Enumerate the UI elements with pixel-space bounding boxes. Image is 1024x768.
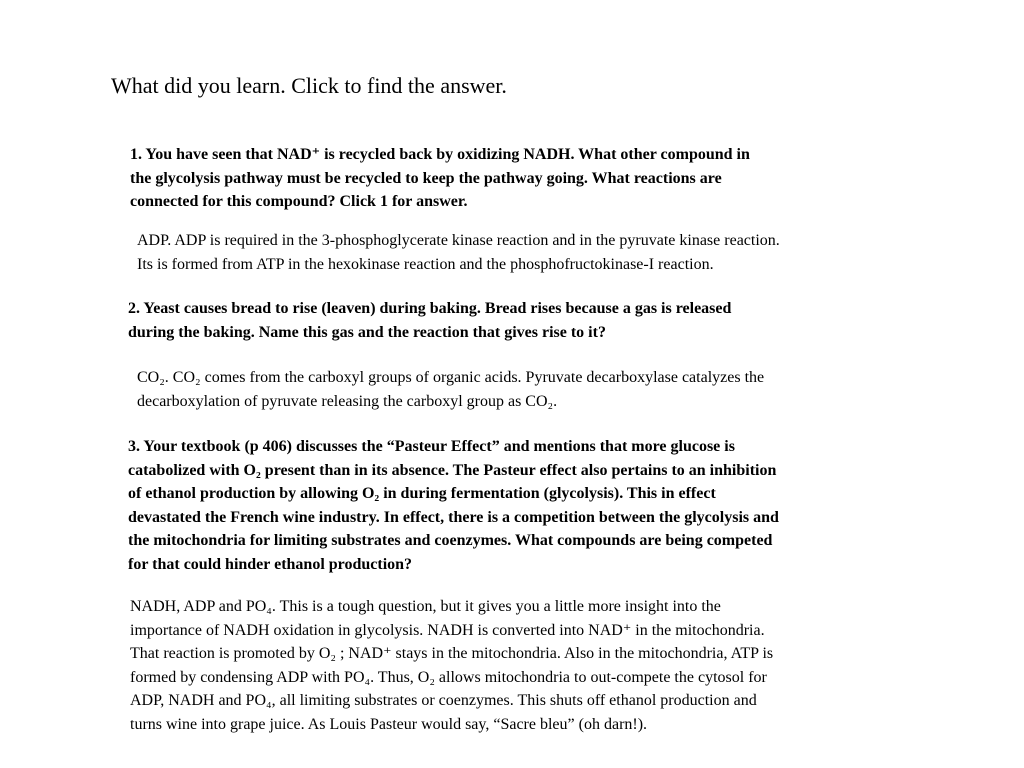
answer-3-line: importance of NADH oxidation in glycolysis. NADH is converted into NAD⁺ in the mitochondria. — [130, 621, 765, 639]
question-1-line: 1. You have seen that NAD⁺ is recycled back by oxidizing NADH. What other compound in — [130, 146, 750, 163]
question-2-line: 2. Yeast causes bread to rise (leaven) during baking. Bread rises because a gas is released — [128, 300, 732, 317]
question-1[interactable] — [130, 143, 750, 214]
answer-1-line: ADP. ADP is required in the 3-phosphoglycerate kinase reaction and in the pyruvate kinase reaction. — [137, 232, 780, 249]
answer-1-line: Its is formed from ATP in the hexokinase reaction and the phosphofructokinase-I reaction. — [137, 255, 714, 273]
answer-3 — [130, 595, 773, 737]
answer-2-line: decarboxylation of pyruvate releasing the carboxyl group as CO₂. — [137, 392, 558, 410]
answer-3-line: turns wine into grape juice. As Louis Pasteur would say, “Sacre bleu” (oh darn!). — [130, 715, 648, 733]
answer-3-line: ADP, NADH and PO₄, all limiting substrates or coenzymes. This shuts off ethanol production and — [130, 692, 757, 710]
question-3[interactable] — [128, 435, 779, 577]
answer-1 — [137, 229, 780, 276]
question-2[interactable] — [128, 297, 731, 344]
question-3-line: of ethanol production by allowing O₂ in during fermentation (glycolysis). This in effect — [128, 485, 716, 503]
question-1-line: connected for this compound? Click 1 for answer. — [130, 193, 468, 211]
question-3-line: devastated the French wine industry. In effect, there is a competition between the glycolysis and — [128, 508, 779, 526]
answer-2-line: CO₂. CO₂ comes from the carboxyl groups of organic acids. Pyruvate decarboxylase catalyzes the — [137, 369, 765, 386]
question-3-line: 3. Your textbook (p 406) discusses the “Pasteur Effect” and mentions that more glucose is — [128, 438, 735, 455]
answer-3-line: NADH, ADP and PO₄. This is a tough question, but it gives you a little more insight into the — [130, 598, 721, 615]
question-1-line: the glycolysis pathway must be recycled to keep the pathway going. What reactions are — [130, 169, 722, 187]
answer-3-line: formed by condensing ADP with PO₄. Thus, O₂ allows mitochondria to out-compete the cytosol for — [130, 668, 767, 686]
question-3-line: for that could hinder ethanol production? — [128, 555, 413, 573]
question-3-line: catabolized with O₂ present than in its absence. The Pasteur effect also pertains to an inhibition — [128, 461, 777, 479]
answer-2 — [137, 366, 764, 413]
slide-title: What did you learn. Click to find the answer. — [111, 73, 507, 98]
question-2-line: during the baking. Name this gas and the reaction that gives rise to it? — [128, 323, 606, 341]
answer-3-line: That reaction is promoted by O₂ ; NAD⁺ stays in the mitochondria. Also in the mitochondria, ATP is — [130, 645, 774, 663]
question-3-line: the mitochondria for limiting substrates and coenzymes. What compounds are being competed — [128, 532, 773, 550]
